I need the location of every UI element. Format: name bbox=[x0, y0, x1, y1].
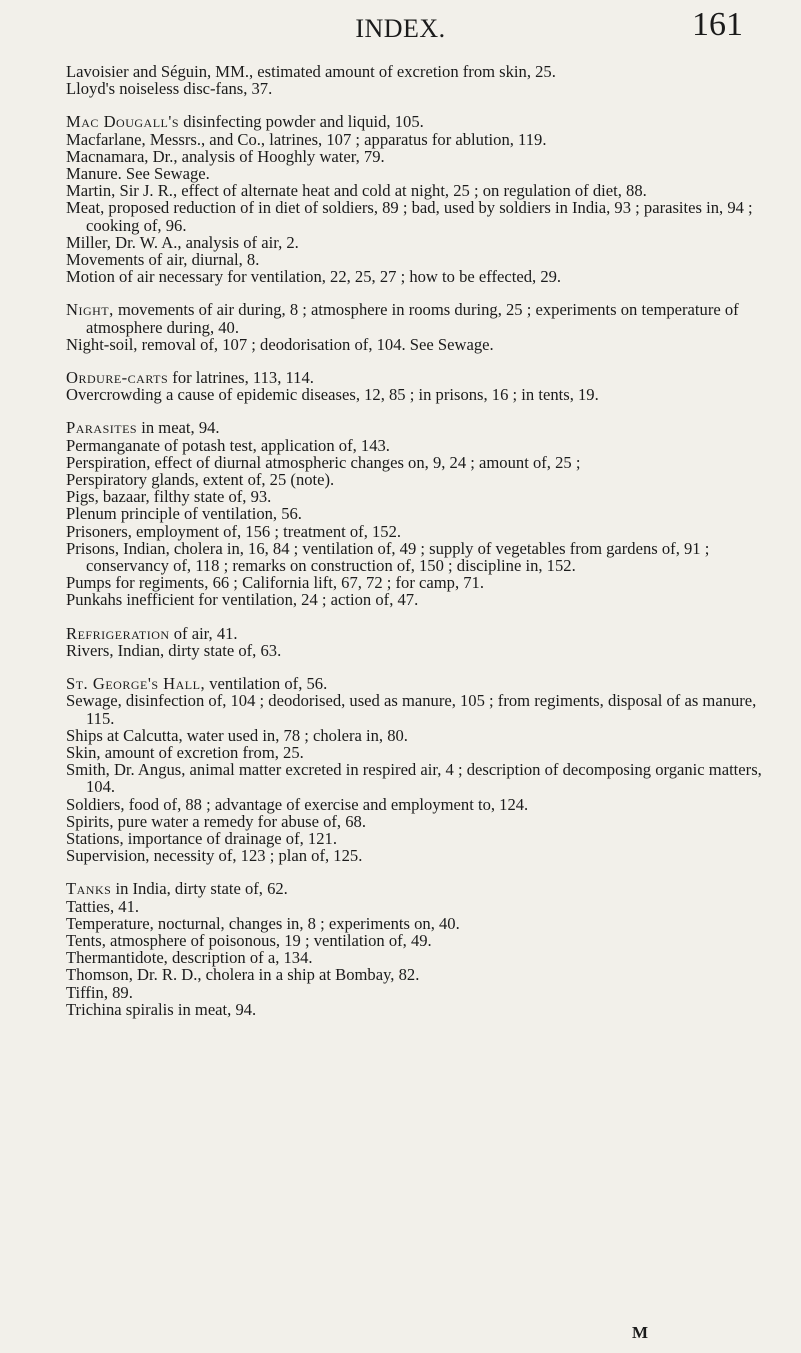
index-entry: Stations, importance of drainage of, 121. bbox=[66, 828, 337, 848]
index-entry: Refrigeration of air, 41. bbox=[66, 623, 238, 643]
page-number: 161 bbox=[692, 6, 743, 43]
index-entry: Spirits, pure water a remedy for abuse of, 68. bbox=[66, 811, 366, 831]
index-entry: Prisons, Indian, cholera in, 16, 84 ; ventilation of, 49 ; supply of vegetables from gardens of, 91 ; conservancy of, 118 ; remarks on construction of, 150 ; discipline in, 152. bbox=[66, 538, 710, 576]
index-entry: Smith, Dr. Angus, animal matter excreted in respired air, 4 ; description of decomposing organic matters, 104. bbox=[66, 760, 762, 797]
index-entry: Permanganate of potash test, application of, 143. bbox=[66, 435, 390, 455]
index-entry: St. George's Hall, ventilation of, 56. bbox=[66, 674, 328, 694]
index-entry: Movements of air, diurnal, 8. bbox=[66, 250, 260, 270]
index-entry: Trichina spiralis in meat, 94. bbox=[66, 999, 257, 1019]
index-entry: Supervision, necessity of, 123 ; plan of, 125. bbox=[66, 846, 363, 866]
section-gap bbox=[66, 659, 766, 675]
index-entry: Tatties, 41. bbox=[66, 896, 140, 916]
index-entry: Rivers, Indian, dirty state of, 63. bbox=[66, 640, 282, 660]
index-entry: Sewage, disinfection of, 104 ; deodorised, used as manure, 105 ; from regiments, disposal of as manure, 115. bbox=[66, 691, 757, 728]
index-entry: Meat, proposed reduction of in diet of soldiers, 89 ; bad, used by soldiers in India, 93 ; parasites in, 94 ; cooking of, 96. bbox=[66, 198, 753, 235]
index-entry: Parasites in meat, 94. bbox=[66, 418, 220, 438]
index-entry: Motion of air necessary for ventilation, 22, 25, 27 ; how to be effected, 29. bbox=[66, 267, 562, 287]
index-entry: Macfarlane, Messrs., and Co., latrines, 107 ; apparatus for ablution, 119. bbox=[66, 129, 547, 149]
index-entry: Night, movements of air during, 8 ; atmosphere in rooms during, 25 ; experiments on temperature of atmosphere during, 40. bbox=[66, 300, 739, 337]
index-entries bbox=[66, 63, 766, 1018]
section-gap bbox=[66, 353, 766, 369]
index-entry: Thomson, Dr. R. D., cholera in a ship at Bombay, 82. bbox=[66, 965, 420, 985]
section-gap bbox=[66, 97, 766, 113]
index-entry: Ordure-carts for latrines, 113, 114. bbox=[66, 368, 314, 388]
section-gap bbox=[66, 403, 766, 419]
page-title: INDEX. bbox=[355, 14, 446, 43]
index-entry: Skin, amount of excretion from, 25. bbox=[66, 742, 304, 762]
index-entry: Pumps for regiments, 66 ; California lift, 67, 72 ; for camp, 71. bbox=[66, 573, 485, 593]
section-gap bbox=[66, 864, 766, 880]
section-gap bbox=[66, 609, 766, 625]
index-entry: Perspiratory glands, extent of, 25 (note). bbox=[66, 470, 335, 490]
index-entry: Temperature, nocturnal, changes in, 8 ; experiments on, 40. bbox=[66, 913, 460, 933]
signature-mark: M bbox=[632, 1323, 649, 1342]
index-entry: Macnamara, Dr., analysis of Hooghly water, 79. bbox=[66, 146, 385, 166]
index-entry: Tiffin, 89. bbox=[66, 982, 133, 1002]
index-entry: Soldiers, food of, 88 ; advantage of exercise and employment to, 124. bbox=[66, 794, 529, 814]
index-entry: Plenum principle of ventilation, 56. bbox=[66, 504, 302, 524]
index-entry: Punkahs inefficient for ventilation, 24 ; action of, 47. bbox=[66, 590, 419, 610]
index-entry: Thermantidote, description of a, 134. bbox=[66, 948, 313, 968]
index-entry: Miller, Dr. W. A., analysis of air, 2. bbox=[66, 232, 299, 252]
index-entry: Overcrowding a cause of epidemic diseases, 12, 85 ; in prisons, 16 ; in tents, 19. bbox=[66, 385, 599, 405]
index-entry: Pigs, bazaar, filthy state of, 93. bbox=[66, 487, 272, 507]
index-entry: Ships at Calcutta, water used in, 78 ; cholera in, 80. bbox=[66, 725, 408, 745]
index-entry: Martin, Sir J. R., effect of alternate heat and cold at night, 25 ; on regulation of diet, 88. bbox=[66, 181, 647, 201]
index-entry: Tanks in India, dirty state of, 62. bbox=[66, 879, 288, 899]
section-gap bbox=[66, 285, 766, 301]
index-entry: Mac Dougall's disinfecting powder and liquid, 105. bbox=[66, 112, 424, 132]
index-entry: Lavoisier and Séguin, MM., estimated amount of excretion from skin, 25. bbox=[66, 62, 556, 81]
index-entry: Manure. See Sewage. bbox=[66, 164, 210, 184]
index-entry: Prisoners, employment of, 156 ; treatment of, 152. bbox=[66, 521, 402, 541]
index-entry: Night-soil, removal of, 107 ; deodorisation of, 104. See Sewage. bbox=[66, 334, 494, 354]
index-entry: Lloyd's noiseless disc-fans, 37. bbox=[66, 79, 273, 99]
index-entry: Perspiration, effect of diurnal atmospheric changes on, 9, 24 ; amount of, 25 ; bbox=[66, 452, 581, 472]
index-entry: Tents, atmosphere of poisonous, 19 ; ventilation of, 49. bbox=[66, 930, 432, 950]
